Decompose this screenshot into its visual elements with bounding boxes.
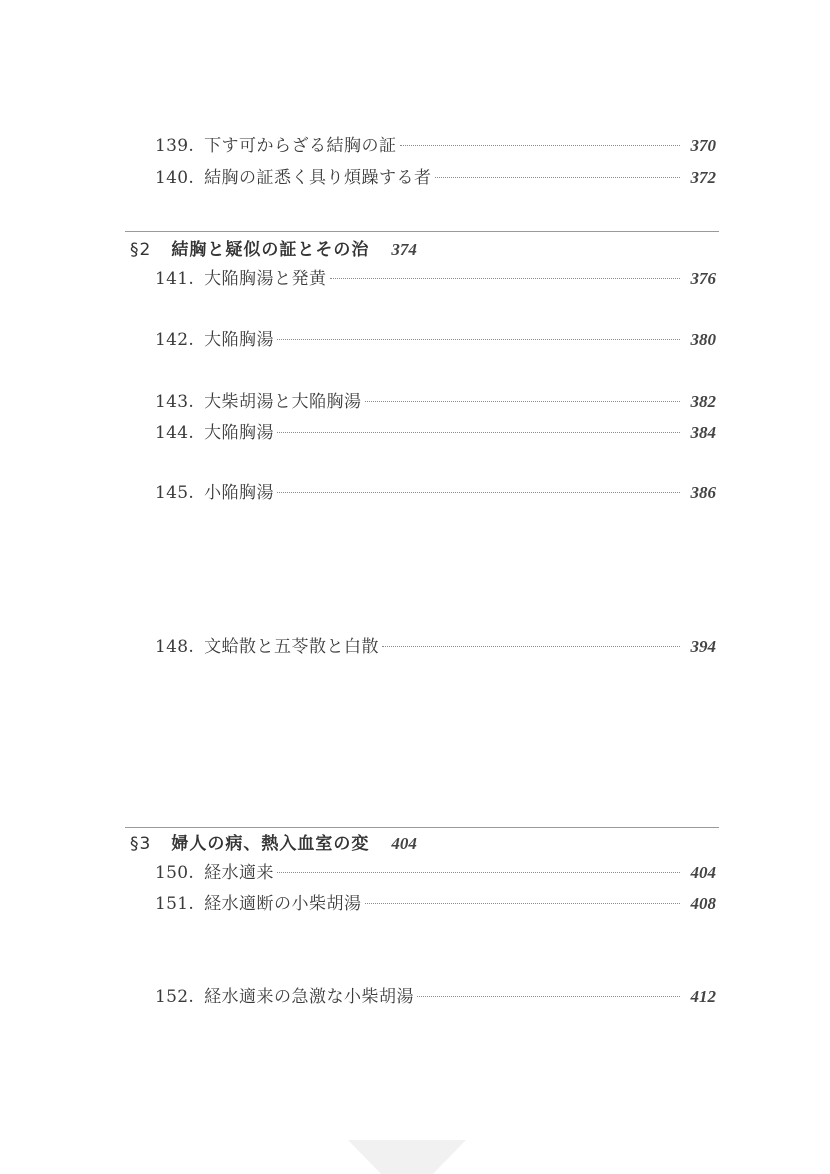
- section-page-number: 404: [391, 834, 417, 853]
- entry-number: 140.: [155, 168, 195, 188]
- entry-title: 経水適断の小柴胡湯: [204, 894, 362, 914]
- dot-leader: [365, 903, 680, 904]
- entry-page-number: 370: [690, 136, 716, 155]
- toc-entry-141[interactable]: [155, 266, 716, 292]
- section-header-2[interactable]: [130, 236, 417, 264]
- entry-title: 大陥胸湯: [204, 423, 275, 443]
- section-title: 結胸と疑似の証とその治: [171, 240, 370, 260]
- toc-entry-142[interactable]: [155, 327, 716, 353]
- dot-leader: [277, 432, 680, 433]
- entry-page-number: 408: [690, 894, 716, 913]
- dot-leader: [277, 872, 680, 873]
- toc-entry-140[interactable]: [155, 165, 716, 191]
- entry-title: 経水適来の急激な小柴胡湯: [204, 987, 415, 1007]
- entry-number: 150.: [155, 863, 195, 883]
- entry-title: 文蛤散と五苓散と白散: [204, 637, 380, 657]
- entry-number: 152.: [155, 987, 195, 1007]
- dot-leader: [330, 278, 680, 279]
- dot-leader: [365, 401, 680, 402]
- entry-page-number: 394: [690, 637, 716, 656]
- dot-leader: [277, 492, 680, 493]
- entry-number: 139.: [155, 136, 195, 156]
- toc-entry-144[interactable]: [155, 420, 716, 446]
- toc-entry-139[interactable]: [155, 133, 716, 159]
- entry-title: 大柴胡湯と大陥胸湯: [204, 392, 362, 412]
- entry-page-number: 372: [690, 168, 716, 187]
- entry-number: 148.: [155, 637, 195, 657]
- entry-title: 大陥胸湯と発黄: [204, 269, 327, 289]
- entry-title: 経水適来: [204, 863, 275, 883]
- section-mark: §3: [130, 834, 152, 854]
- dot-leader: [417, 996, 680, 997]
- entry-title: 小陥胸湯: [204, 483, 275, 503]
- entry-number: 151.: [155, 894, 195, 914]
- toc-entry-152[interactable]: [155, 984, 716, 1010]
- page-bottom-tab: [348, 1140, 466, 1174]
- entry-number: 145.: [155, 483, 195, 503]
- entry-page-number: 404: [690, 863, 716, 882]
- entry-page-number: 380: [690, 330, 716, 349]
- dot-leader: [277, 339, 680, 340]
- entry-page-number: 382: [690, 392, 716, 411]
- section-divider: [125, 231, 719, 232]
- entry-page-number: 386: [690, 483, 716, 502]
- entry-title: 大陥胸湯: [204, 330, 275, 350]
- toc-entry-151[interactable]: [155, 891, 716, 917]
- toc-entry-143[interactable]: [155, 389, 716, 415]
- section-header-3[interactable]: [130, 830, 417, 858]
- entry-title: 下す可からざる結胸の証: [204, 136, 397, 156]
- entry-number: 144.: [155, 423, 195, 443]
- entry-page-number: 384: [690, 423, 716, 442]
- entry-number: 142.: [155, 330, 195, 350]
- toc-entry-150[interactable]: [155, 860, 716, 886]
- entry-page-number: 412: [690, 987, 716, 1006]
- dot-leader: [435, 177, 680, 178]
- toc-entry-145[interactable]: [155, 480, 716, 506]
- entry-number: 141.: [155, 269, 195, 289]
- toc-entry-148[interactable]: [155, 634, 716, 660]
- section-title: 婦人の病、熱入血室の変: [171, 834, 370, 854]
- section-mark: §2: [130, 240, 152, 260]
- entry-title: 結胸の証悉く具り煩躁する者: [204, 168, 432, 188]
- dot-leader: [382, 646, 680, 647]
- entry-number: 143.: [155, 392, 195, 412]
- dot-leader: [400, 145, 680, 146]
- entry-page-number: 376: [690, 269, 716, 288]
- section-page-number: 374: [391, 240, 417, 259]
- section-divider: [125, 827, 719, 828]
